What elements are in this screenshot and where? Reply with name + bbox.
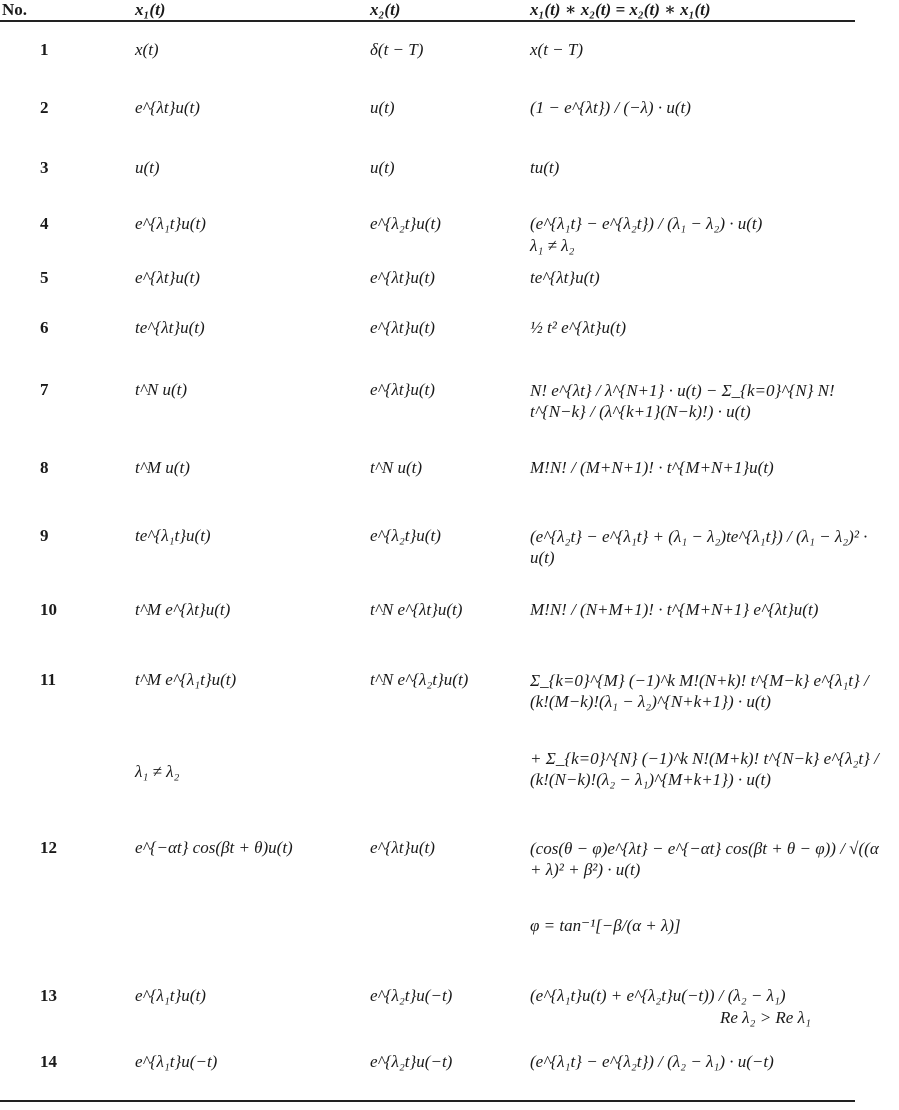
header-x1: x₁(t): [135, 0, 166, 19]
result-cell: tu(t): [530, 158, 560, 177]
x2-cell: e^{λ₂t}u(−t): [370, 1052, 453, 1071]
result-cell: te^{λt}u(t): [530, 268, 600, 287]
row-number: 2: [40, 98, 49, 117]
x2-cell: e^{λ₂t}u(t): [370, 526, 441, 545]
row-note: λ₁ ≠ λ₂: [135, 762, 180, 781]
x1-cell: t^M e^{λt}u(t): [135, 600, 231, 619]
header-x2: x₂(t): [370, 0, 401, 19]
x1-cell: t^M u(t): [135, 458, 190, 477]
x1-cell: t^N u(t): [135, 380, 188, 399]
result-cell: (e^{λ₁t} − e^{λ₂t}) / (λ₂ − λ₁) · u(−t): [530, 1052, 774, 1071]
result-cell: (cos(θ − φ)e^{λt} − e^{−αt} cos(βt + θ − φ)) / √((α + λ)² + β²) · u(t): [530, 839, 879, 880]
row-number: 1: [40, 40, 49, 59]
x1-cell: e^{λt}u(t): [135, 98, 200, 117]
row-number: 3: [40, 158, 49, 177]
x1-cell: u(t): [135, 158, 160, 177]
result-cell: (e^{λ₂t} − e^{λ₁t} + (λ₁ − λ₂)te^{λ₁t}) / (λ₁ − λ₂)² · u(t): [530, 527, 868, 568]
result-cell: x(t − T): [530, 40, 584, 59]
x2-cell: δ(t − T): [370, 40, 424, 59]
row-number: 9: [40, 526, 49, 545]
result-cell: Σ_{k=0}^{M} (−1)^k M!(N+k)! t^{M−k} e^{λ₁t} / (k!(M−k)!(λ₁ − λ₂)^{N+k+1}) · u(t): [530, 671, 869, 712]
x2-cell: e^{λt}u(t): [370, 380, 435, 399]
row-number: 5: [40, 268, 49, 287]
row-number: 6: [40, 318, 49, 337]
header-no: No.: [2, 0, 28, 19]
x2-cell: t^N e^{λ₂t}u(t): [370, 670, 469, 689]
row-number: 13: [40, 986, 57, 1005]
x1-cell: t^M e^{λ₁t}u(t): [135, 670, 237, 689]
footer-rule: [0, 1100, 855, 1102]
row-number: 11: [40, 670, 57, 689]
result-cell: (1 − e^{λt}) / (−λ) · u(t): [530, 98, 691, 117]
header-result: x₁(t) ∗ x₂(t) = x₂(t) ∗ x₁(t): [530, 0, 711, 19]
result-cell: M!N! / (M+N+1)! · t^{M+N+1}u(t): [530, 458, 774, 477]
row-note: λ₁ ≠ λ₂: [530, 236, 575, 255]
x2-cell: e^{λt}u(t): [370, 268, 435, 287]
result-cell-continued: φ = tan⁻¹[−β/(α + λ)]: [530, 916, 681, 935]
x1-cell: x(t): [135, 40, 159, 59]
x2-cell: t^N u(t): [370, 458, 423, 477]
x2-cell: u(t): [370, 98, 395, 117]
row-number: 7: [40, 380, 49, 399]
x2-cell: e^{λ₂t}u(t): [370, 214, 441, 233]
x2-cell: e^{λt}u(t): [370, 318, 435, 337]
result-cell-continued: + Σ_{k=0}^{N} (−1)^k N!(M+k)! t^{N−k} e^{λ₂t} / (k!(N−k)!(λ₂ − λ₁)^{M+k+1}) · u(t): [530, 749, 879, 790]
x1-cell: e^{λt}u(t): [135, 268, 200, 287]
x1-cell: e^{λ₁t}u(−t): [135, 1052, 218, 1071]
x2-cell: e^{λ₂t}u(−t): [370, 986, 453, 1005]
x1-cell: te^{λt}u(t): [135, 318, 205, 337]
row-number: 14: [40, 1052, 57, 1071]
row-number: 8: [40, 458, 49, 477]
x1-cell: te^{λ₁t}u(t): [135, 526, 211, 545]
x1-cell: e^{−αt} cos(βt + θ)u(t): [135, 838, 293, 857]
x2-cell: u(t): [370, 158, 395, 177]
row-note: Re λ₂ > Re λ₁: [720, 1008, 811, 1027]
x1-cell: e^{λ₁t}u(t): [135, 986, 206, 1005]
result-cell: ½ t² e^{λt}u(t): [530, 318, 627, 337]
header-rule: [0, 20, 855, 22]
result-cell: M!N! / (N+M+1)! · t^{M+N+1} e^{λt}u(t): [530, 600, 819, 619]
row-number: 12: [40, 838, 57, 857]
result-cell: (e^{λ₁t} − e^{λ₂t}) / (λ₁ − λ₂) · u(t): [530, 214, 763, 233]
row-number: 4: [40, 214, 49, 233]
table-header: [0, 0, 899, 22]
x2-cell: t^N e^{λt}u(t): [370, 600, 463, 619]
result-cell: (e^{λ₁t}u(t) + e^{λ₂t}u(−t)) / (λ₂ − λ₁): [530, 986, 786, 1005]
x1-cell: e^{λ₁t}u(t): [135, 214, 206, 233]
x2-cell: e^{λt}u(t): [370, 838, 435, 857]
row-number: 10: [40, 600, 57, 619]
result-cell: N! e^{λt} / λ^{N+1} · u(t) − Σ_{k=0}^{N} N! t^{N−k} / (λ^{k+1}(N−k)!) · u(t): [530, 381, 835, 422]
